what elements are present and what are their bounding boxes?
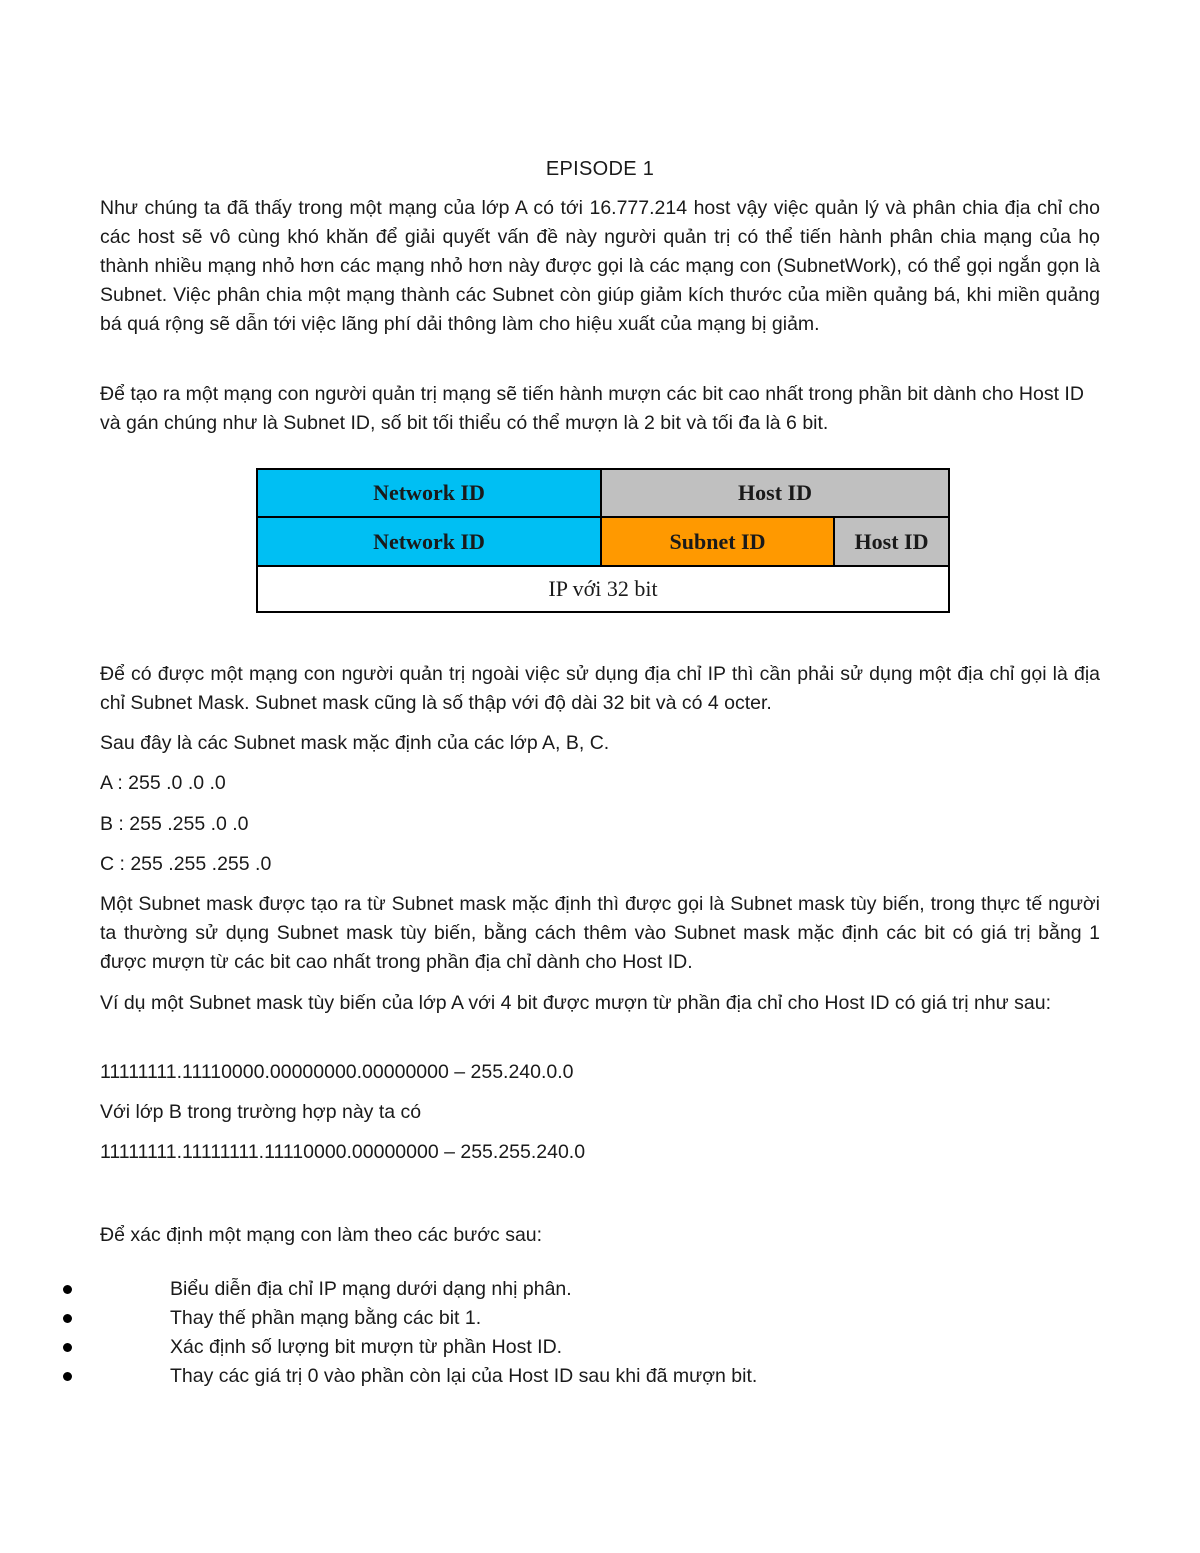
- borrow-paragraph: Để tạo ra một mạng con người quản trị mạng sẽ tiến hành mượn các bit cao nhất trong phần bit dành cho Host ID và gán chúng như là Subnet ID, số bit tối thiểu có thể mượn là 2 bit và tối đa là 6 bit.: [100, 383, 1084, 434]
- example-paragraph: Ví dụ một Subnet mask tùy biến của lớp A với 4 bit được mượn từ phần địa chỉ cho Host ID có giá trị như sau:: [100, 992, 1051, 1014]
- steps-list: [60, 1275, 1140, 1391]
- list-item: [60, 1333, 1140, 1362]
- row2-subnet-id-cell: Subnet ID: [601, 517, 834, 566]
- list-item: [60, 1362, 1140, 1391]
- subnet-diagram-table: [256, 468, 950, 613]
- steps-intro: Để xác định một mạng con làm theo các bước sau:: [100, 1224, 543, 1246]
- intro-paragraph: Như chúng ta đã thấy trong một mạng của lớp A có tới 16.777.214 host vậy việc quản lý và phân chia địa chỉ cho các host sẽ vô cùng khó khăn để giải quyết vấn đề này người quản trị có thể tiến hành phân chia mạng của họ thành nhiều mạng nhỏ hơn các mạng nhỏ hơn này được gọi là các mạng con (SubnetWork), có thể gọi ngắn gọn là Subnet. Việc phân chia một mạng thành các Subnet còn giúp giảm kích thước của miền quảng bá, khi miền quảng bá quá rộng sẽ dẫn tới việc lãng phí dải thông làm cho hiệu xuất của mạng bị giảm.: [100, 197, 1100, 335]
- class-c-mask: C : 255 .255 .255 .0: [100, 853, 272, 875]
- bullet-icon: [63, 1343, 72, 1352]
- row1-network-id-cell: Network ID: [257, 469, 601, 517]
- bullet-icon: [63, 1285, 72, 1294]
- row3-ip-cell: IP với 32 bit: [257, 566, 949, 612]
- example-class-a: 11111111.11110000.00000000.00000000 – 255.240.0.0: [100, 1061, 574, 1083]
- subnet-mask-paragraph: Để có được một mạng con người quản trị ngoài việc sử dụng địa chỉ IP thì cần phải sử dụng một địa chỉ gọi là địa chỉ Subnet Mask. Subnet mask cũng là số thập với độ dài 32 bit và có 4 octer.: [100, 663, 1100, 714]
- subnet-diagram: [256, 468, 948, 611]
- example-class-b: 11111111.11111111.11110000.00000000 – 255.255.240.0: [100, 1141, 586, 1163]
- bullet-icon: [63, 1314, 72, 1323]
- defaults-intro-paragraph: Sau đây là các Subnet mask mặc định của các lớp A, B, C.: [100, 732, 610, 754]
- class-b-intro: Với lớp B trong trường hợp này ta có: [100, 1101, 422, 1123]
- document-title: EPISODE 1: [545, 158, 655, 180]
- step-text: Xác định số lượng bit mượn từ phần Host ID.: [170, 1336, 563, 1358]
- class-a-mask: A : 255 .0 .0 .0: [100, 772, 226, 794]
- row1-host-id-cell: Host ID: [601, 469, 949, 517]
- bullet-icon: [63, 1372, 72, 1381]
- custom-mask-paragraph: Một Subnet mask được tạo ra từ Subnet mask mặc định thì được gọi là Subnet mask tùy biến, trong thực tế người ta thường sử dụng Subnet mask tùy biến, bằng cách thêm vào Subnet mask mặc định các bit có giá trị bằng 1 được mượn từ các bit cao nhất trong phần địa chỉ dành cho Host ID.: [100, 893, 1100, 973]
- class-b-mask: B : 255 .255 .0 .0: [100, 813, 249, 835]
- step-text: Biểu diễn địa chỉ IP mạng dưới dạng nhị phân.: [170, 1278, 572, 1300]
- step-text: Thay thế phần mạng bằng các bit 1.: [170, 1307, 482, 1329]
- list-item: [60, 1275, 1140, 1304]
- row2-host-id-cell: Host ID: [834, 517, 949, 566]
- step-text: Thay các giá trị 0 vào phần còn lại của Host ID sau khi đã mượn bit.: [170, 1365, 758, 1387]
- list-item: [60, 1304, 1140, 1333]
- row2-network-id-cell: Network ID: [257, 517, 601, 566]
